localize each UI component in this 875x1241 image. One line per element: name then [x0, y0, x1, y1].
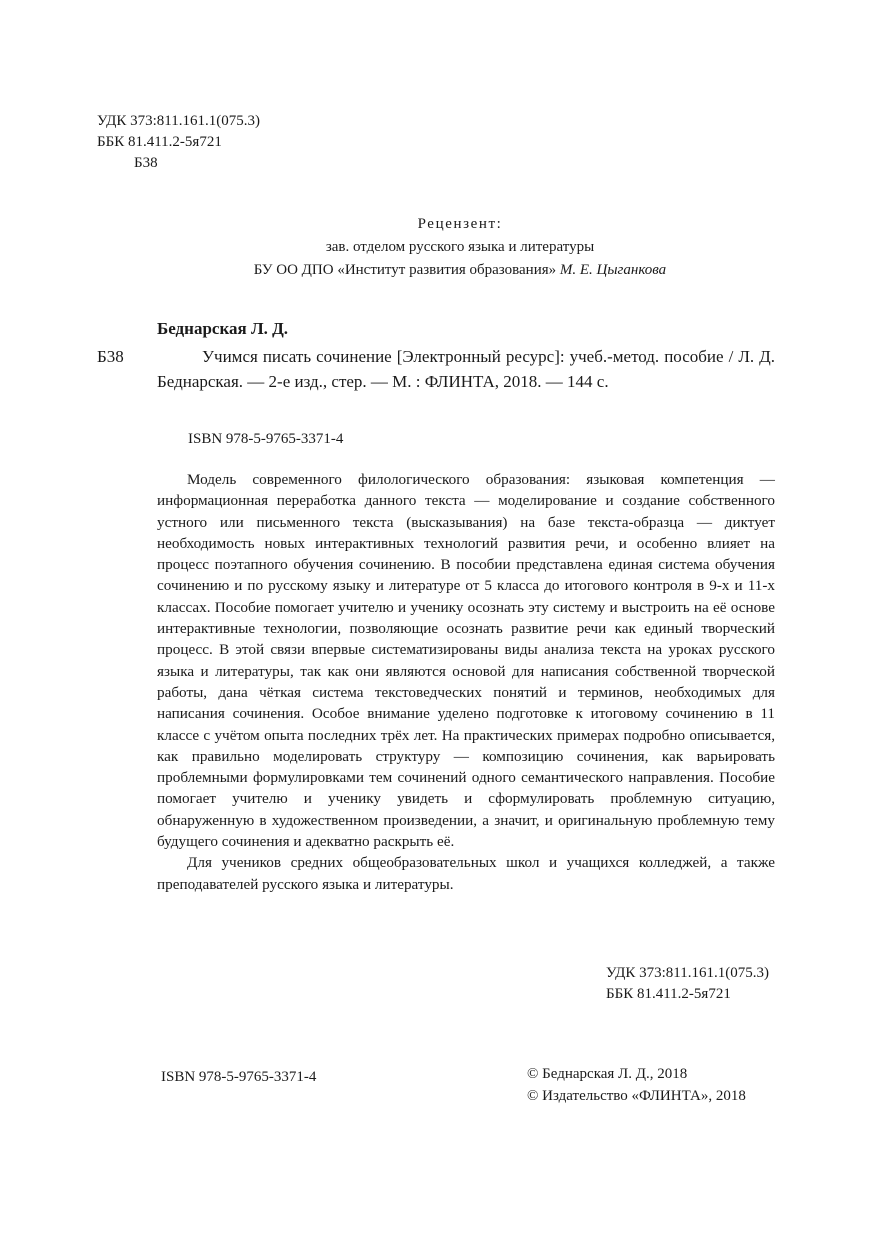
bbk-code: ББК 81.411.2-5я721 [97, 134, 222, 150]
bbk-code: ББК 81.411.2-5я721 [606, 986, 731, 1002]
description-text: Учимся писать сочинение [Электронный ресурс]: учеб.-метод. пособие / Л. Д. Беднарская. — 2-е изд., стер. — М. : ФЛИНТА, 2018. — 144 с. [157, 347, 775, 391]
copyright-author: © Беднарская Л. Д., 2018 [527, 1066, 688, 1082]
author-cipher: Б38 [134, 155, 158, 171]
bibliographic-description [157, 344, 775, 394]
reviewer-org: БУ ОО ДПО «Институт развития образования» [253, 262, 557, 278]
classification-codes-top [97, 111, 260, 174]
reviewer-name: М. Е. Цыганкова [559, 262, 667, 278]
reviewer-org-line [150, 259, 770, 282]
annotation [157, 469, 775, 895]
copyright-block [527, 1063, 746, 1107]
udk-code: УДК 373:811.161.1(075.3) [97, 113, 260, 129]
reviewer-position: зав. отделом русского языка и литературы [325, 239, 595, 255]
annotation-paragraph: Модель современного филологического образования: языковая компетенция — информационная переработка данного текста — моделирование и создание собственного устного или письменного текста (высказывания) на базе текста-образца — диктует необходимость новых интерактивных технологий развития речи, и особенно влияет на процесс поэтапного обучения сочинению. В пособии представлена единая система обучения сочинению и по русскому языку и литературе от 5 класса до итогового контроля в 9-х и 11-х классах. Пособие помогает учителю и ученику осознать эту систему и выстроить на её основе интерактивные технологии, позволяющие осознать развитие речи как единый творческий процесс. В этой связи впервые систематизированы виды анализа текста на уроках русского языка и литературы, так как они являются основой для написания собственной творческой работы, дана чёткая система текстоведческих понятий и терминов, необходимых для написания сочинения. Особое внимание уделено подготовке к итоговому сочинению в 11 классе с учётом опыта последних трёх лет. На практических примерах подробно описывается, как правильно моделировать структуру — композицию сочинения, как варьировать проблемными формулировками тем сочинений одного семантического направления. Пособие помогает учителю и ученику увидеть и сформулировать проблемную ситуацию, обнаруженную в художественном произведении, а значит, и оригинальную проблемную тему будущего сочинения и адекватно раскрыть её. [157, 471, 775, 851]
cipher-margin: Б38 [97, 347, 124, 366]
isbn-bottom: ISBN 978-5-9765-3371-4 [161, 1069, 317, 1085]
annotation-paragraph: Для учеников средних общеобразовательных школ и учащихся колледжей, а также преподавателей русского языка и литературы. [157, 854, 775, 893]
udk-code: УДК 373:811.161.1(075.3) [606, 965, 769, 981]
reviewer-label: Рецензент: [417, 216, 503, 232]
copyright-publisher: © Издательство «ФЛИНТА», 2018 [527, 1088, 746, 1104]
classification-codes-bottom [606, 963, 769, 1005]
isbn-top: ISBN 978-5-9765-3371-4 [188, 431, 344, 447]
author-heading: Беднарская Л. Д. [157, 319, 289, 338]
reviewer-block [150, 213, 770, 282]
